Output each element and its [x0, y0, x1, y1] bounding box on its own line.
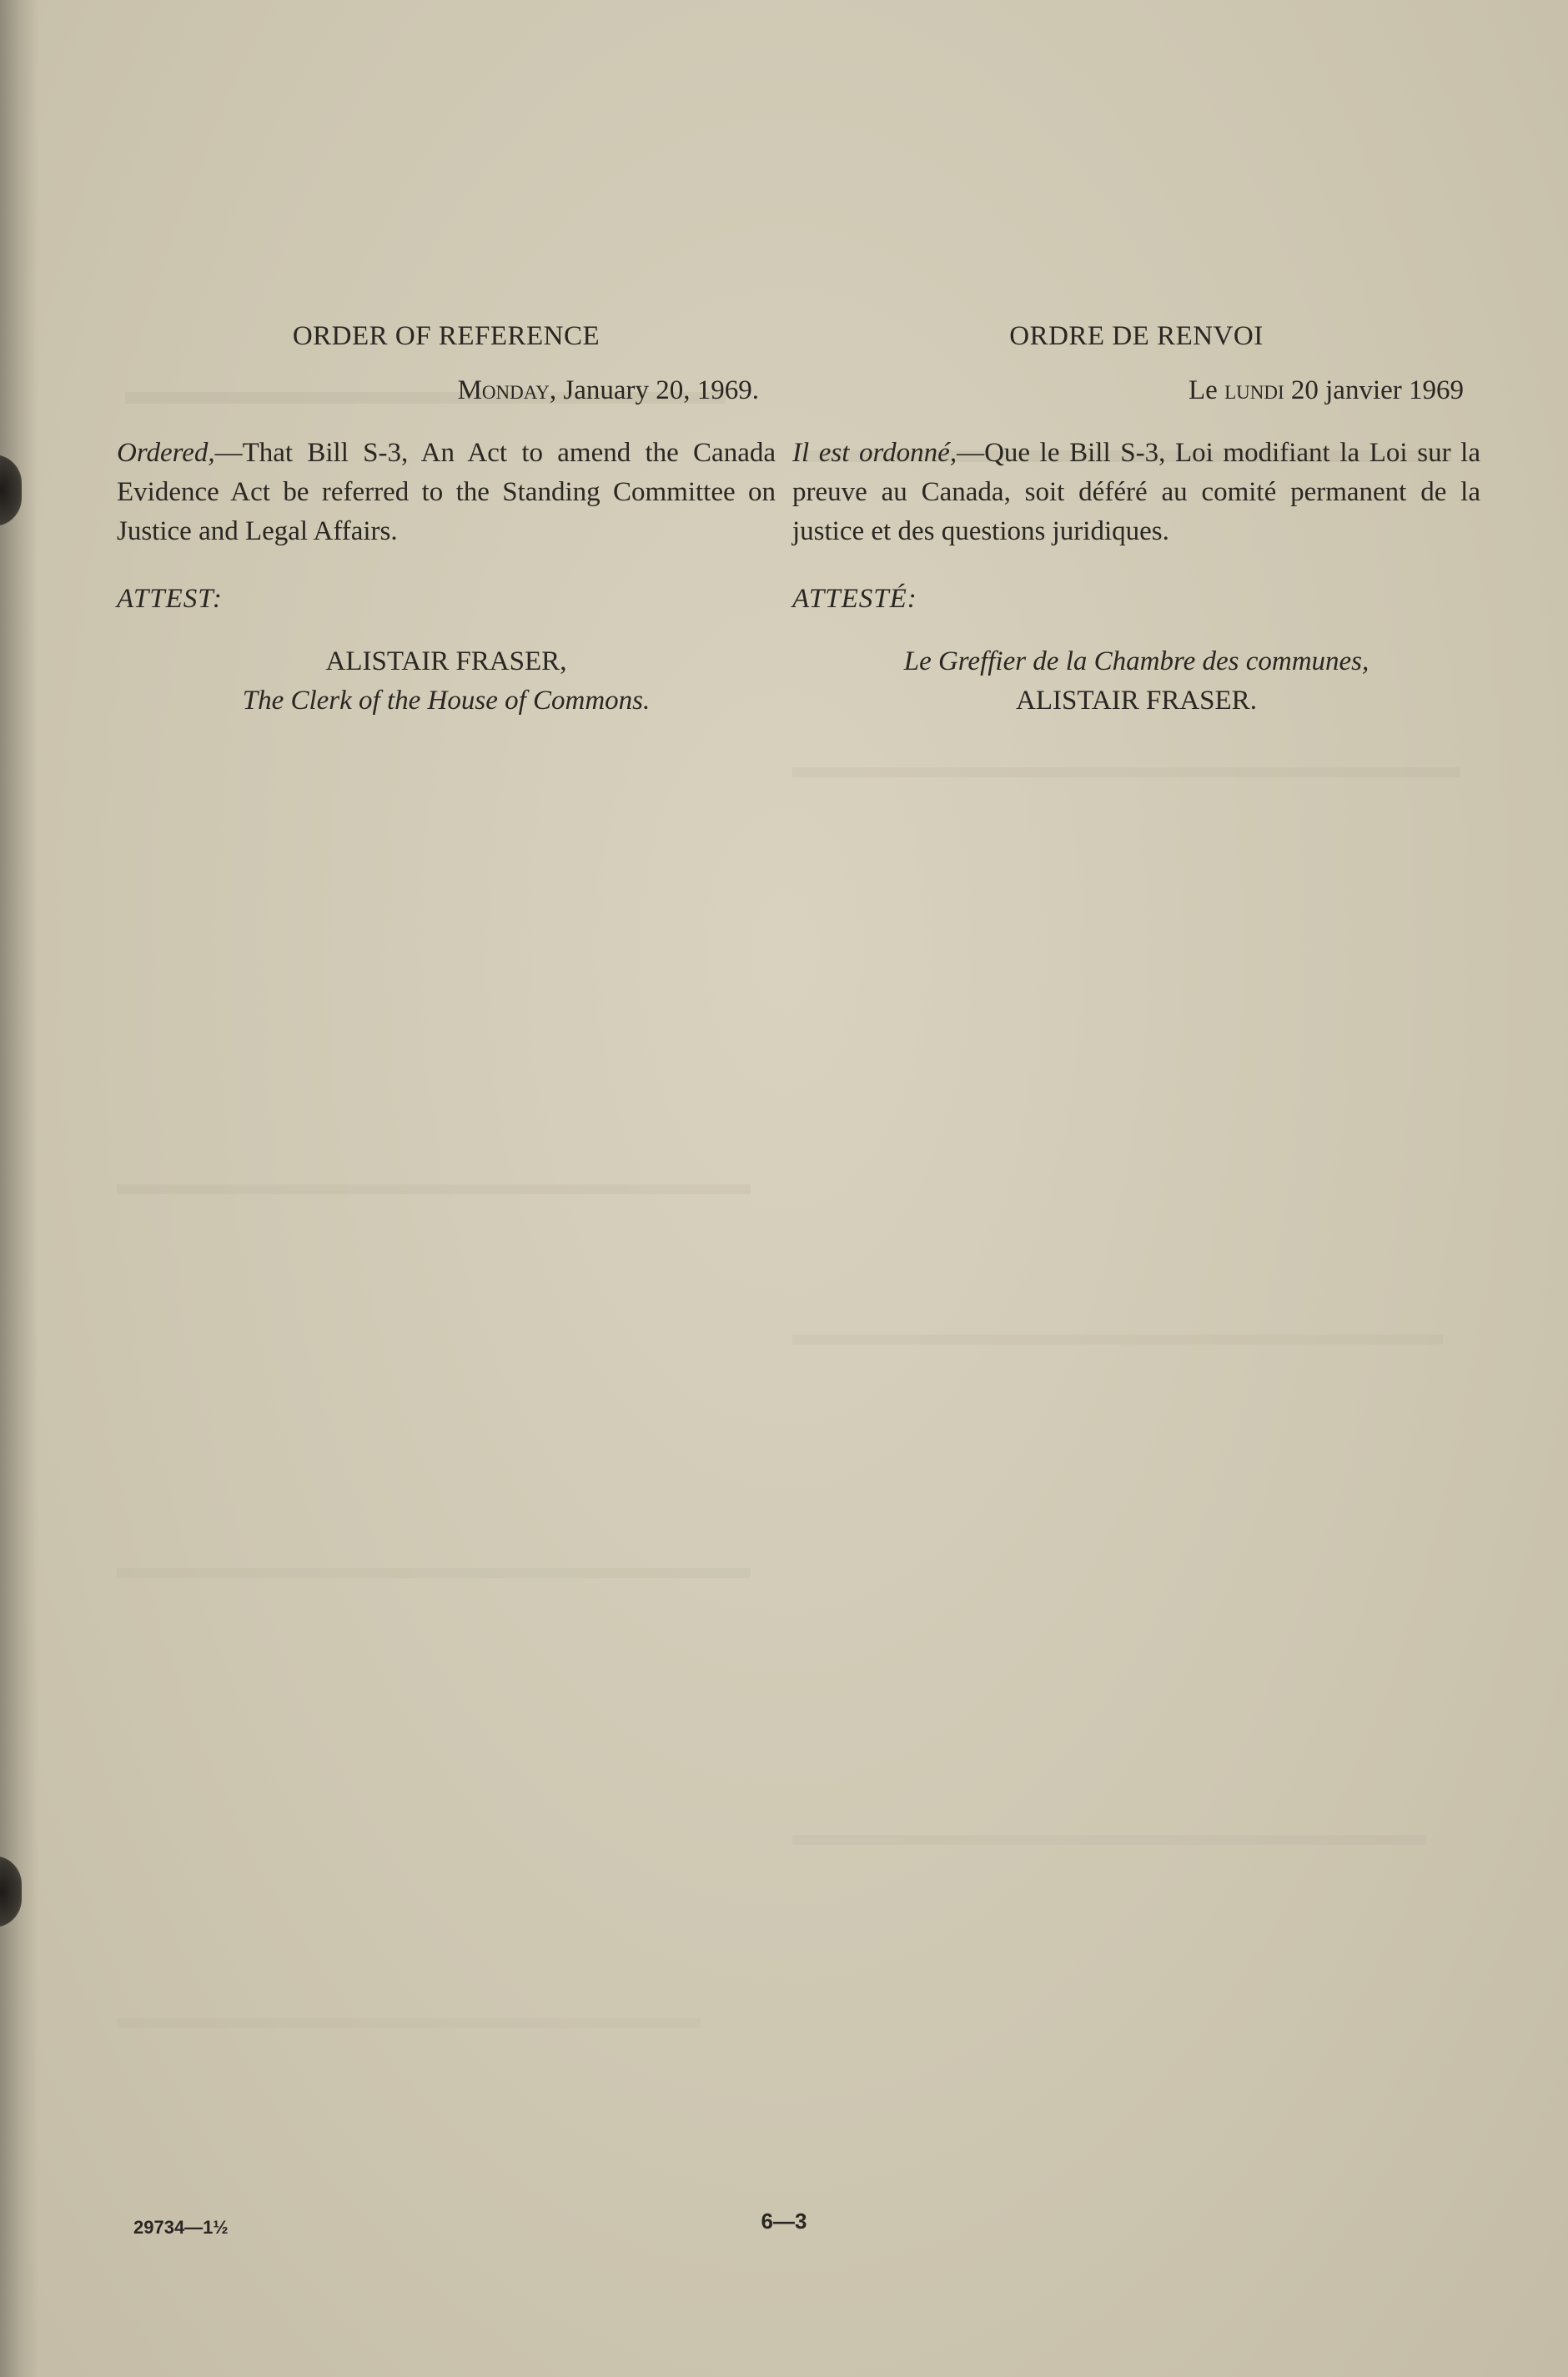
english-order-paragraph	[117, 434, 776, 551]
french-date-rest: 20 janvier 1969	[1284, 375, 1464, 405]
english-attest: ATTEST:	[117, 584, 223, 614]
french-attest: ATTESTÉ:	[792, 584, 917, 614]
french-column	[792, 317, 1480, 721]
page-number: 6—3	[761, 2209, 807, 2234]
order-of-reference-heading: ORDER OF REFERENCE	[292, 321, 601, 351]
print-code: 29734—1½	[133, 2217, 229, 2238]
french-order-paragraph	[792, 434, 1480, 551]
french-signatory-name: ALISTAIR FRASER.	[1016, 686, 1257, 716]
binding-shadow	[0, 0, 38, 2377]
french-signatory-title: Le Greffier de la Chambre des communes,	[903, 646, 1369, 676]
english-signatory-name: ALISTAIR FRASER,	[325, 646, 567, 676]
french-dateline	[792, 371, 1480, 410]
french-order-lead: Il est ordonné,	[792, 438, 957, 468]
french-order-text: —Que le Bill S-3, Loi modifiant la Loi sur la preuve au Canada, soit déféré au comité permanent de la justice et des questions juridiques.	[792, 438, 1480, 546]
english-dateline	[117, 371, 776, 410]
ordre-de-renvoi-heading: ORDRE DE RENVOI	[1009, 321, 1264, 351]
english-signatory-title: The Clerk of the House of Commons.	[242, 686, 651, 716]
english-date-day: Monday	[457, 375, 550, 405]
english-column	[117, 317, 776, 721]
english-order-lead: Ordered,	[117, 438, 215, 468]
english-date-rest: , January 20, 1969.	[549, 375, 759, 405]
french-date-day: lundi	[1224, 375, 1284, 405]
french-date-prefix: Le	[1189, 375, 1225, 405]
english-order-text: —That Bill S-3, An Act to amend the Canada Evidence Act be referred to the Standing Committee on Justice and Legal Affairs.	[117, 438, 776, 546]
